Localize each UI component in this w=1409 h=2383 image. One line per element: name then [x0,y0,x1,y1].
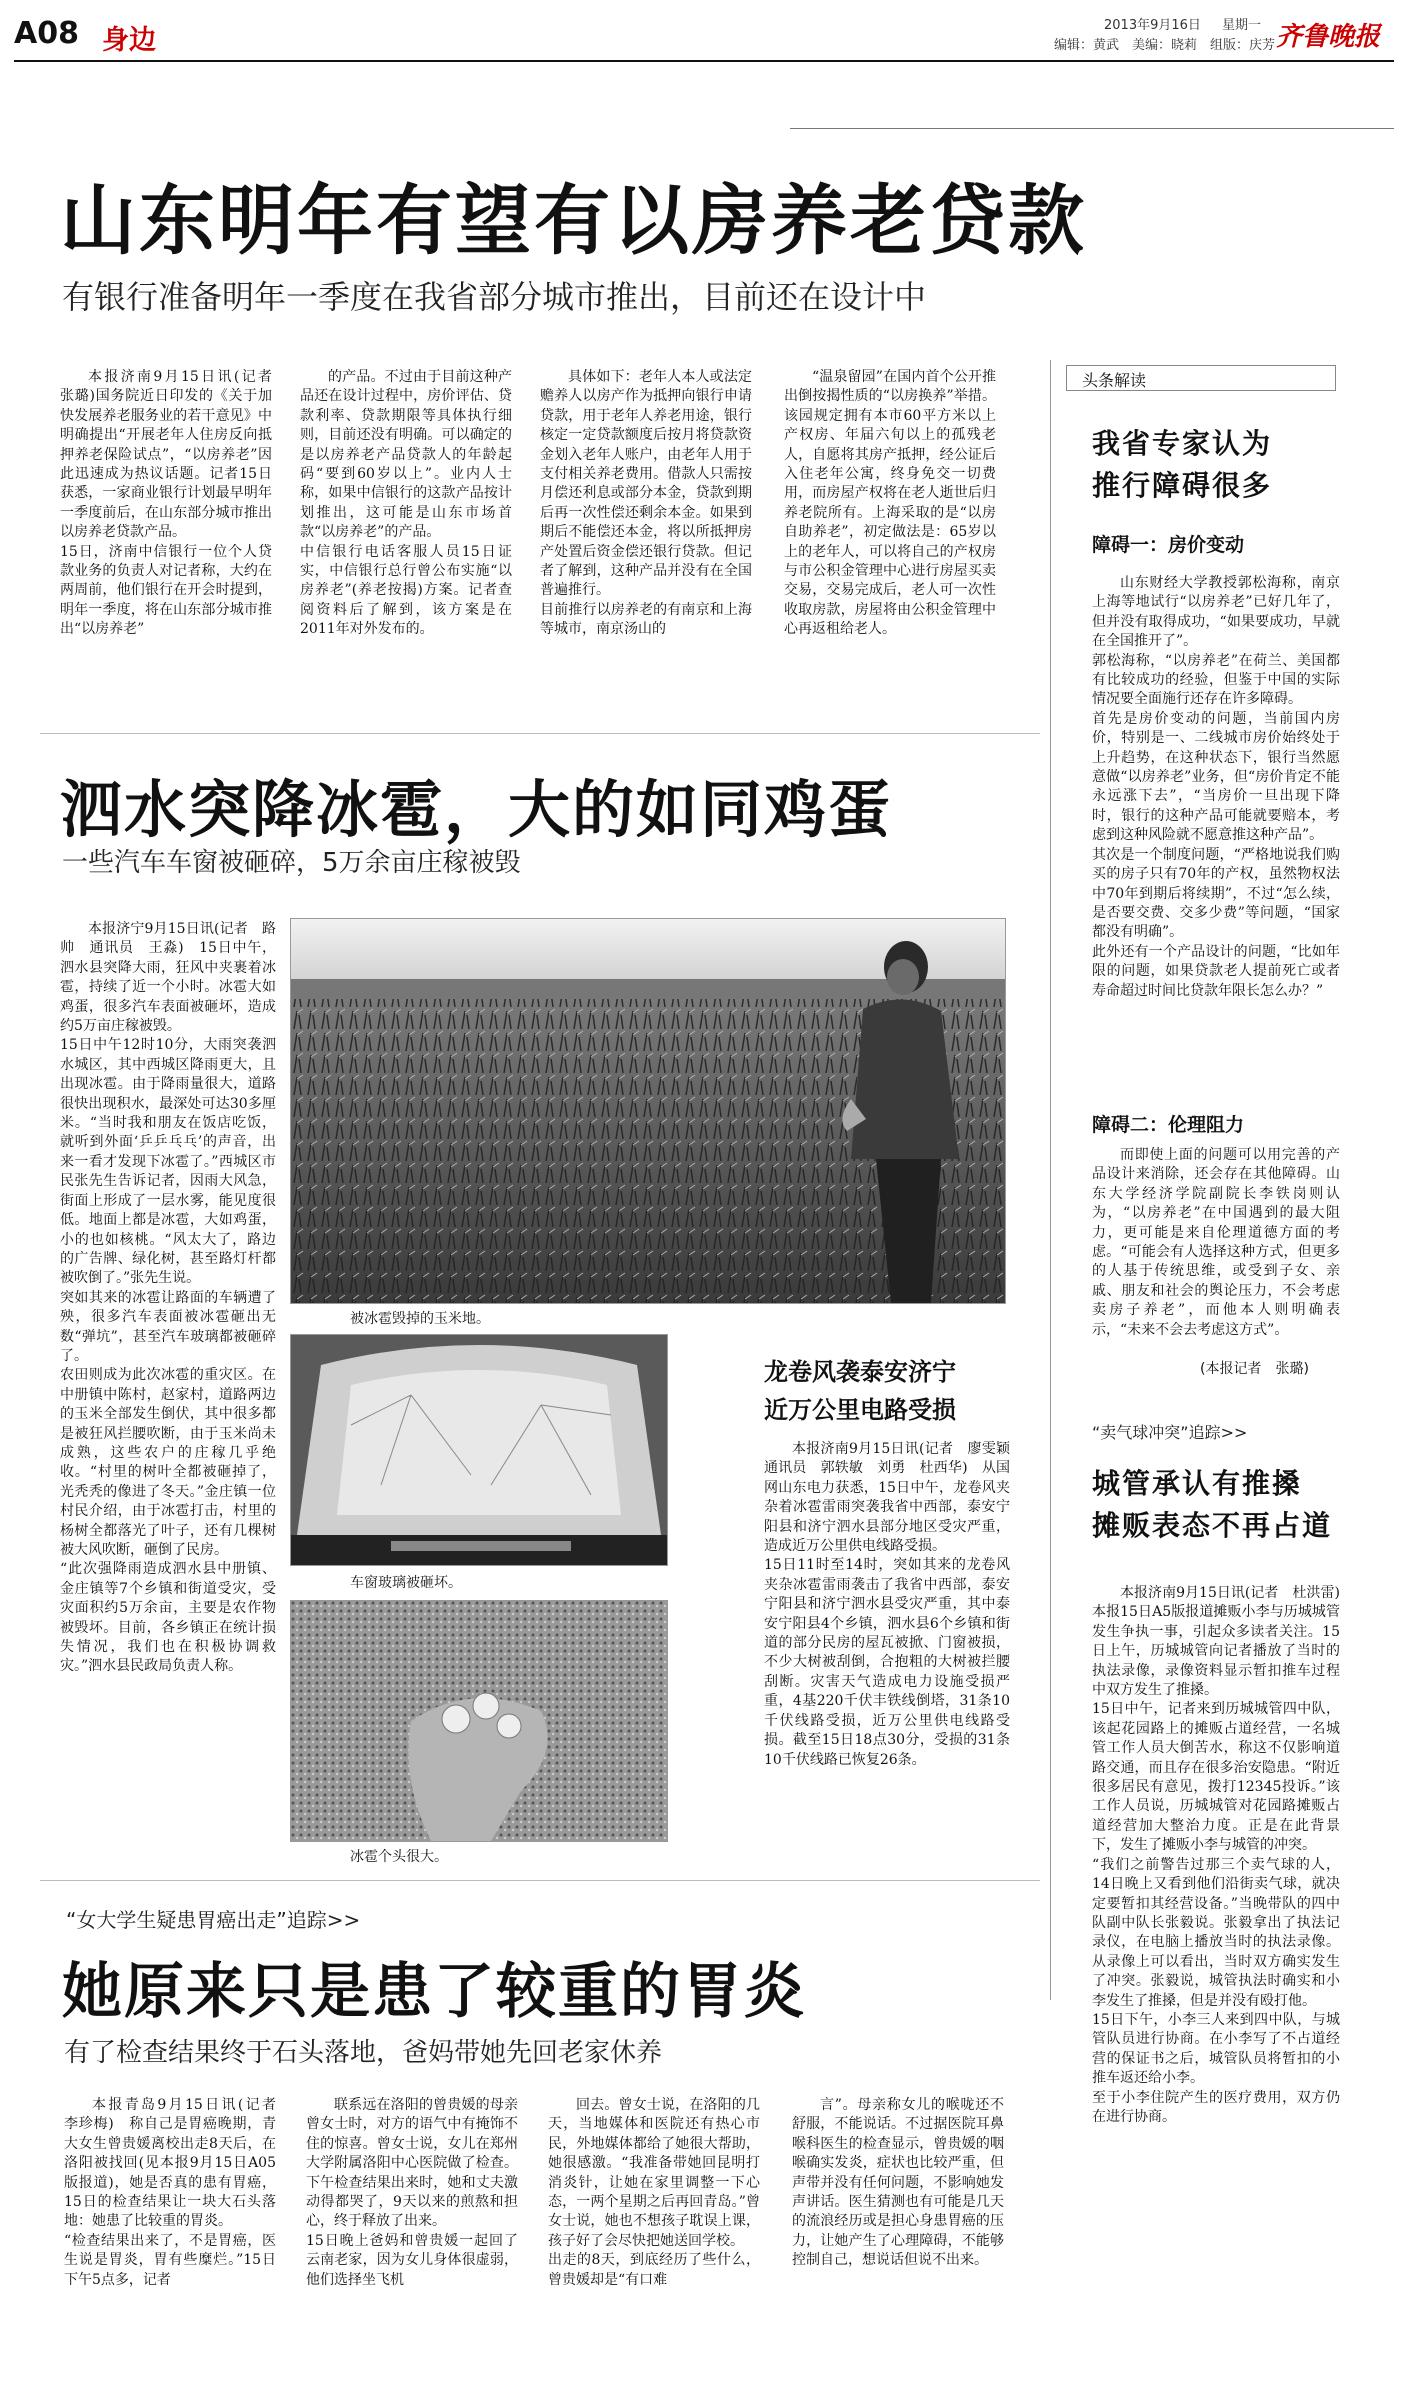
sidebar1-para-2: 而即使上面的问题可以用完善的产品设计来消除，还会存在其他障碍。山东大学经济学院副院长李铁岗则认为，“以房养老”在中国遇到的最大阻力，更可能是来自伦理道德方面的考虑。“可能会有人选择这种方式，但更多的人基于传统思维，或受到子女、亲戚、朋友和社会的舆论压力，不会考虑卖房子养老”，而他本人则明确表示，“未来不会去考虑这方式”。 [1092,1147,1340,1338]
story4-col-1: 本报青岛9月15日讯(记者 李珍梅) 称自己是胃癌晚期，青大女生曾贵媛离校出走8天后，在洛阳被找回(见本报9月15日A05版报道)，她是否真的患有胃癌，15日的检查结果让一块大石头落地：她患了比较重的胃炎。 “检查结果出来了，不是胃癌，医生说是胃炎，胃有些糜烂。”15日下午5点多，记者 [64,2097,276,2288]
sidebar2-body: 本报济南9月15日讯(记者 杜洪雷) 本报15日A5版报道摊贩小李与历城城管发生争执一事，引起众多读者关注。15日上午，历城城管向记者播放了当时的执法录像，录像资料显示暂扣推车过程中双方发生了推搡。 15日中午，记者来到历城城管四中队，该起花园路上的摊贩占道经营，一名城管工作人员大倒苦水，称这不仅影响道路交通，而且存在很多治安隐患。“附近很多居民有意见，拨打12345投诉。”该工作人员说，历城城管对花园路摊贩占道经营加大整治力度。正是在此背景下，发生了摊贩小李与城管的冲突。 “我们之前警告过那三个卖气球的人，14日晚上又看到他们沿街卖气球，就决定要暂扣其经营设备。”当晚带队的四中队副中队长张毅说。张毅拿出了执法记录仪，在电脑上播放当时的执法录像。从录像上可以看出，当时双方确实发生了冲突。张毅说，城管执法时确实和小李发生了推搡，但是并没有殴打他。 15日下午，小李三人来到四中队，与城管队员进行协商。在小李写了不占道经营的保证书之后，城管队员将暂扣的小推车返还给小李。 至于小李住院产生的医疗费用，双方仍在进行协商。 [1092,1585,1340,2125]
windshield-image [291,1335,667,1565]
story4-tag: “女大学生疑患胃癌出走”追踪>> [66,1908,361,1932]
page-header [14,14,1394,54]
newspaper-logo: 齐鲁晚报 [1276,22,1381,52]
story2-top-rule [40,733,1040,734]
story4-subhead: 有了检查结果终于石头落地，爸妈带她先回老家休养 [64,2038,663,2068]
story3-headline-2: 近万公里电路受损 [764,1396,956,1424]
story1-divider [1050,360,1051,2000]
sidebar1-headline-1: 我省专家认为 [1092,427,1273,460]
issue-date: 2013年9月16日 [1104,18,1201,33]
sidebar2-tag: “卖气球冲突”追踪>> [1092,1423,1248,1442]
story4-col-2: 联系远在洛阳的曾贵媛的母亲曾女士时，对方的语气中有掩饰不住的惊喜。曾女士说，女儿在郑州大学附属洛阳中心医院做了检查。下午检查结果出来时，她和丈夫激动得都哭了，9天以来的煎熬和担心，终于释放了出来。 15日晚上爸妈和曾贵媛一起回了云南老家，因为女儿身体很虚弱，他们选择坐飞机 [306,2097,518,2288]
section-name: 身边 [102,25,156,56]
hailstone-caption: 冰雹个头很大。 [350,1849,448,1865]
story1-col-4: “温泉留园”在国内首个公开推出倒按揭性质的“以房换养”举措。该园规定拥有本市60平方米以上产权房、年届六旬以上的孤残老人，自愿将其房产抵押，经公证后入住老年公寓，终身免交一切费用，而房屋产权将在老人逝世后归养老院所有。上海采取的是“以房自助养老”，初定做法是：65岁以上的老年人，可以将自己的产权房与市公积金管理中心进行房屋买卖交易，交易完成后，老人可一次性收取房款，房屋将由公积金管理中心再返租给老人。 [784,369,996,638]
story1-col-2: 的产品。不过由于目前这种产品还在设计过程中，房价评估、贷款利率、贷款期限等具体执行细则，目前还没有明确。可以确定的是以房养老产品贷款人的年龄起码“要到60岁以上”。业内人士称，如果中信银行的这款产品按计划推出，这可能是山东市场首款“以房养老”的产品。 中信银行电话客服人员15日证实，中信银行总行曾公布实施“以房养老”(养老按揭)方案。记者查阅资料后了解到，该方案是在2011年对外发布的。 [300,369,512,638]
page-code: A08 [14,16,79,51]
corn-field-image [291,919,1005,1303]
story1-headline: 山东明年有望有以房养老贷款 [60,176,1087,265]
story1-col-3: 具体如下：老年人本人或法定赡养人以房产作为抵押向银行申请贷款，用于老年人养老用途，银行核定一定贷款额度后按月将贷款资金划入老年人账户，由老年人用于支付相关养老费用。借款人只需按月偿还利息或部分本金，贷款到期后再一次性偿还剩余本金。如果到期后不能偿还本金，将以所抵押房产处置后资金偿还银行贷款。但记者了解到，这种产品并没有在全国普遍推行。 目前推行以房养老的有南京和上海等城市，南京汤山的 [540,369,752,638]
sidebar1-tag: 头条解读 [1082,371,1147,390]
sidebar2-headline-1: 城管承认有推搡 [1092,1467,1303,1500]
sidebar2-headline-2: 摊贩表态不再占道 [1092,1509,1333,1542]
hailstone-photo [290,1600,668,1842]
sidebar1-byline: (本报记者 张璐) [1200,1361,1309,1377]
story4-headline: 她原来只是患了较重的胃炎 [62,1957,806,2027]
windshield-caption: 车窗玻璃被砸坏。 [350,1575,462,1591]
story4-col-3: 回去。曾女士说，在洛阳的几天，当地媒体和医院还有热心市民，外地媒体都给了她很大帮助，她很感激。“我准备带她回昆明打消炎针，让她在家里调整一下心态，一两个星期之后再回青岛。”曾女士说，她也不想孩子耽误上课，孩子好了会尽快把她送回学校。 出走的8天，到底经历了些什么，曾贵媛却是“有口难 [548,2097,760,2288]
story2-body: 本报济宁9月15日讯(记者 路帅 通讯员 王淼) 15日中午，泗水县突降大雨，狂风中夹裹着冰雹，持续了近一个小时。冰雹大如鸡蛋，很多汽车表面被砸坏，造成约5万亩庄稼被毁。 15日中午12时10分，大雨突袭泗水城区，其中西城区降雨更大，且出现冰雹。由于降雨量很大，道路很快出现积水，最深处可达30多厘米。“当时我和朋友在饭店吃饭，就听到外面‘乒乒乓乓’的声音，出来一看才发现下冰雹了。”西城区市民张先生告诉记者，因雨大风急，街面上形成了一层水雾，能见度很低。地面上都是冰雹，大如鸡蛋，小的也如核桃。“风太大了，路边的广告牌、绿化树，甚至路灯杆都被吹倒了。”张先生说。 突如其来的冰雹让路面的车辆遭了殃，很多汽车表面被冰雹砸出无数“弹坑”，甚至汽车玻璃都被砸碎了。 农田则成为此次冰雹的重灾区。在中册镇中陈村，赵家村，道路两边的玉米全部发生倒伏，其中很多都是被狂风拦腰吹断，由于玉米尚未成熟，这些农户的庄稼几乎绝收。“村里的树叶全都被砸掉了，光秃秃的像进了冬天。”金庄镇一位村民介绍，由于冰雹打击，村里的杨树全都落光了叶子，还有几棵树被大风吹断，砸倒了民房。 “此次强降雨造成泗水县中册镇、金庄镇等7个乡镇和街道受灾，受灾面积约5万余亩，主要是农作物被毁坏。目前，各乡镇正在统计损失情况，我们也在积极协调救灾。”泗水县民政局负责人称。 [60,921,276,1675]
sidebar1-subhead-2: 障碍二：伦理阻力 [1092,1114,1245,1136]
story2-headline: 泗水突降冰雹，大的如同鸡蛋 [60,773,893,846]
hailstone-image [291,1601,667,1841]
issue-weekday: 星期一 [1222,18,1262,33]
story4-col-4: 言”。母亲称女儿的喉咙还不舒服，不能说话。不过据医院耳鼻喉科医生的检查显示，曾贵媛的咽喉确实发炎，症状也比较严重，但声带并没有任何问题，不影响她发声讲话。医生猜测也有可能是几天的流浪经历或是担心身患胃癌的压力，让她产生了心理障碍，不能够控制自己，想说话但说不出来。 [792,2097,1004,2269]
editor-credits: 编辑：黄武 美编：晓莉 组版：庆芳 [1054,38,1276,53]
corn-field-photo [290,918,1006,1304]
sidebar1-subhead-1: 障碍一：房价变动 [1092,534,1245,556]
sidebar1-para-1: 山东财经大学教授郭松海称，南京上海等地试行“以房养老”已好几年了，但并没有取得成功，“如果要成功，早就在全国推开了”。 郭松海称，“以房养老”在荷兰、美国都有比较成功的经验，但鉴于中国的实际情况要全面施行还存在许多障碍。 首先是房价变动的问题，当前国内房价，特别是一、二线城市房价始终处于上升趋势，在这种状态下，银行当然愿意做“以房养老”业务，但“房价肯定不能永远涨下去”，“当房价一旦出现下降时，银行的这种产品可能就要赔本，考虑到这种风险就不愿意推这种产品”。 其次是一个制度问题，“严格地说我们购买的房子只有70年的产权，虽然物权法中70年到期后将续期”，不过“怎么续，是否要交费、交多少费”等问题，“国家都没有明确”。 此外还有一个产品设计的问题，“比如年限的问题，如果贷款老人提前死亡或者寿命超过时间比贷款年限长怎么办？” [1092,575,1340,999]
story2-subhead: 一些汽车车窗被砸碎，5万余亩庄稼被毁 [62,848,521,878]
header-rule-right [790,128,1394,129]
story1-subhead: 有银行准备明年一季度在我省部分城市推出，目前还在设计中 [62,278,927,316]
story1-col-1: 本报济南9月15日讯(记者 张璐)国务院近日印发的《关于加快发展养老服务业的若干意见》中明确提出“开展老年人住房反向抵押养老保险试点”，“以房养老”因此迅速成为热议话题。记者15日获悉，一家商业银行计划最早明年一季度前后，在山东部分城市推出以房养老贷款产品。 15日，济南中信银行一位个人贷款业务的负责人对记者称，大约在两周前，他们银行在开会时提到，明年一季度，将在山东部分城市推出“以房养老” [60,369,272,638]
sidebar1-headline-2: 推行障碍很多 [1092,469,1273,502]
corn-field-caption: 被冰雹毁掉的玉米地。 [350,1311,490,1327]
windshield-photo [290,1334,668,1566]
header-rule [14,60,1394,62]
story3-body: 本报济南9月15日讯(记者 廖雯颖 通讯员 郭轶敏 刘勇 杜西华) 从国网山东电力获悉，15日中午，龙卷风夹杂着冰雹雷雨突袭我省中西部，泰安宁阳县和济宁泗水县部分地区受灾严重，造成近万公里供电线路受损。 15日11时至14时，突如其来的龙卷风夹杂冰雹雷雨袭击了我省中西部，泰安宁阳县和济宁泗水县受灾严重，其中泰安宁阳县4个乡镇，泗水县6个乡镇和街道的部分民房的屋瓦被掀、门窗被损，不少大树被刮倒，合抱粗的大树被拦腰刮断。灾害天气造成电力设施受损严重，4基220千伏丰铁线倒塔，31条10千伏线路受损，近万公里供电线路受损。截至15日18点30分，受损的31条10千伏线路已恢复26条。 [764,1441,1010,1768]
story3-headline-1: 龙卷风袭泰安济宁 [764,1358,956,1386]
story4-top-rule [40,1880,1040,1881]
